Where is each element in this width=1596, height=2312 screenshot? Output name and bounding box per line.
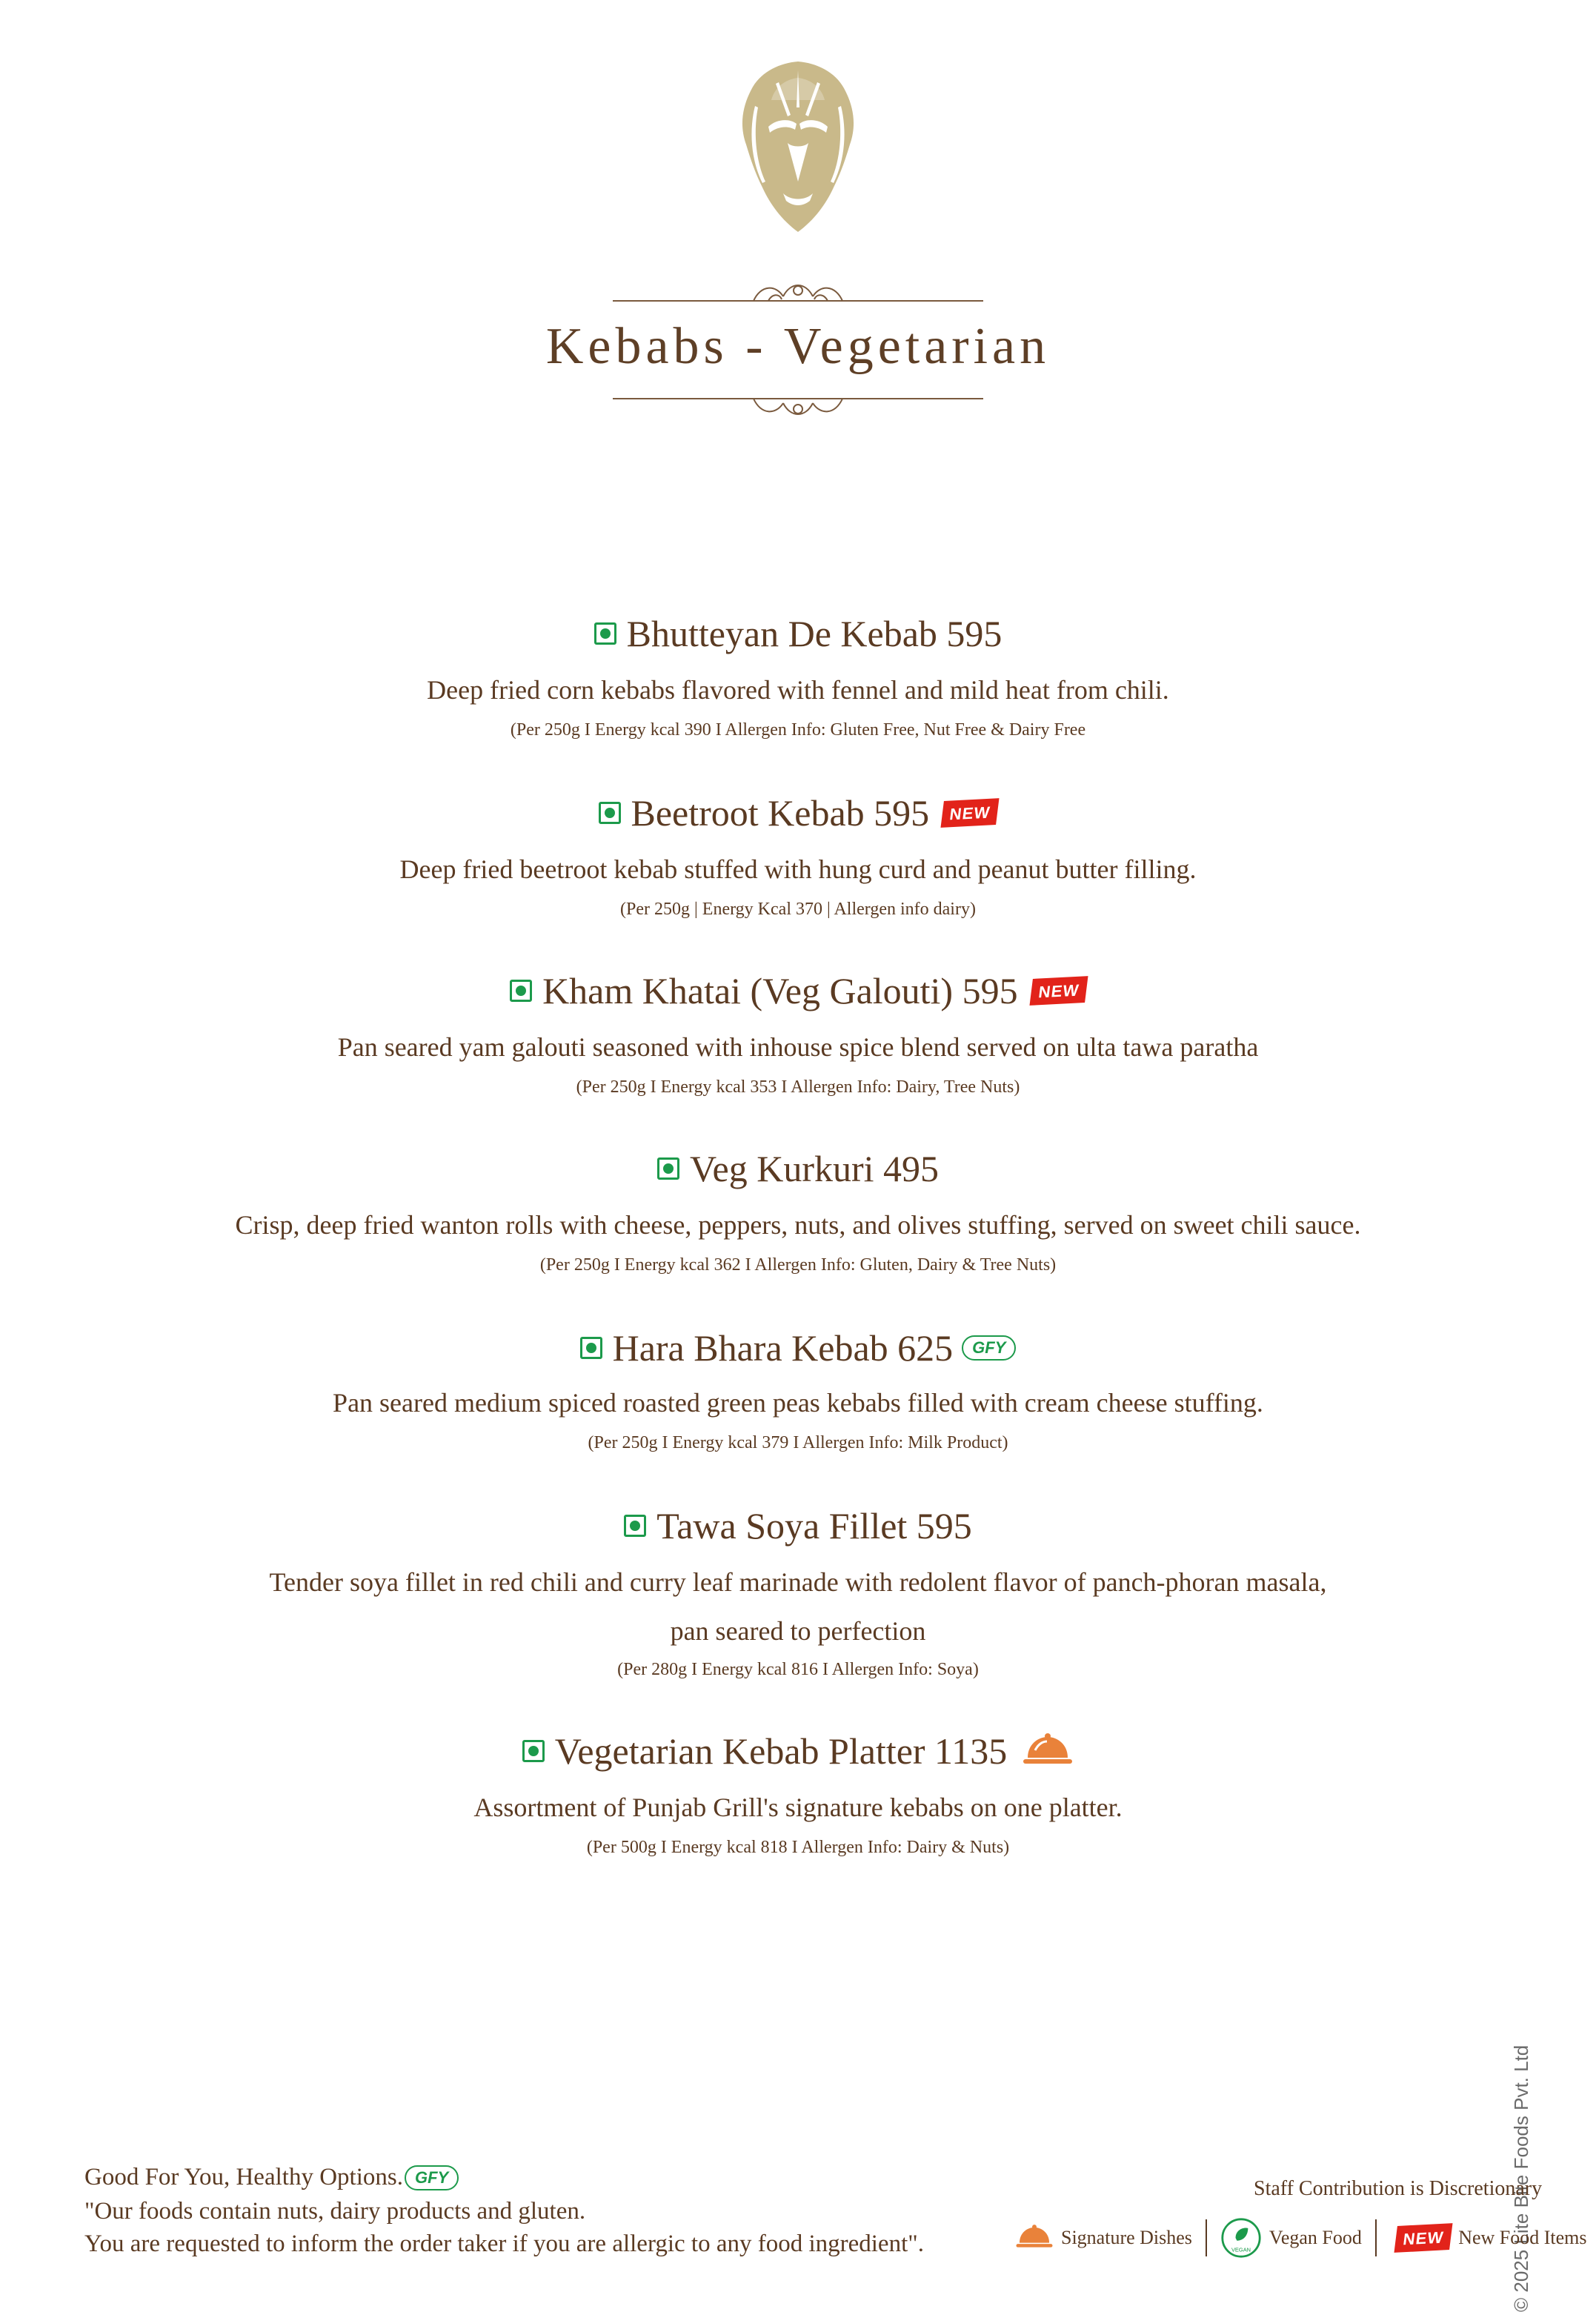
item-name-price: Beetroot Kebab 595 [631,792,930,834]
veg-symbol-icon [594,622,616,645]
legend-new-label: New Food Items [1458,2227,1587,2248]
allergy-note-line1: "Our foods contain nuts, dairy products and gluten. [84,2198,586,2225]
signature-cloche-icon [1015,2223,1054,2253]
flourish-bottom-ornament [613,388,983,422]
allergy-note-line2: You are requested to inform the order taker if you are allergic to any food ingredient". [84,2230,924,2257]
item-name-price: Hara Bhara Kebab 625 [612,1327,954,1369]
page-title: Kebabs - Vegetarian [545,318,1051,375]
gfy-footer-line [84,2164,459,2191]
item-info: (Per 500g I Energy kcal 818 I Allergen Info: Dairy & Nuts) [586,1838,1010,1857]
gfy-badge: GFY [962,1335,1016,1361]
item-info: (Per 250g I Energy kcal 379 I Allergen Info: Milk Product) [588,1433,1008,1452]
gfy-badge: GFY [405,2165,459,2190]
staff-contribution-note: Staff Contribution is Discretionary [1254,2177,1543,2200]
item-info: (Per 250g | Energy Kcal 370 | Allergen info dairy) [620,900,976,919]
legend-signature-label: Signature Dishes [1061,2227,1192,2248]
gfy-footer-text: Good For You, Healthy Options. [84,2164,403,2190]
item-description: Deep fried corn kebabs flavored with fennel and mild heat from chili. [427,675,1169,705]
veg-symbol-icon [510,980,532,1002]
item-description: Crisp, deep fried wanton rolls with cheese, peppers, nuts, and olives stuffing, served on sweet chili sauce. [235,1210,1361,1240]
item-name-price: Kham Khatai (Veg Galouti) 595 [542,970,1018,1012]
item-description: Assortment of Punjab Grill's signature kebabs on one platter. [473,1793,1123,1822]
item-info: (Per 250g I Energy kcal 390 I Allergen Info: Gluten Free, Nut Free & Dairy Free [510,720,1086,740]
legend-divider [1206,2219,1207,2256]
menu-item-title [0,1326,1596,1369]
vegan-leaf-icon [1220,2217,1262,2259]
vegan-icon-text: VEGAN [1231,2246,1251,2253]
menu-item-title [0,791,1596,834]
menu-item-title [0,1147,1596,1190]
veg-symbol-icon [522,1740,545,1762]
copyright-text: © 2025 Lite Bite Foods Pvt. Ltd [1510,2044,1532,2312]
signature-cloche-icon [1022,1733,1074,1770]
item-name-price: Veg Kurkuri 495 [689,1148,940,1189]
new-badge: NEW [1394,2223,1452,2253]
flourish-top-ornament [613,277,983,311]
veg-symbol-icon [657,1157,679,1180]
legend-divider [1375,2219,1377,2256]
item-name-price: Vegetarian Kebab Platter 1135 [554,1730,1008,1772]
veg-symbol-icon [624,1515,646,1537]
lion-head-icon [716,56,880,241]
menu-item-title [0,1730,1596,1773]
veg-symbol-icon [580,1337,602,1359]
item-info: (Per 280g I Energy kcal 816 I Allergen Info: Soya) [617,1660,979,1679]
new-badge: NEW [941,798,1000,828]
item-description: Pan seared yam galouti seasoned with inhouse spice blend served on ulta tawa paratha [337,1032,1259,1062]
item-description: Pan seared medium spiced roasted green peas kebabs filled with cream cheese stuffing. [333,1388,1263,1418]
item-description-line2: pan seared to perfection [670,1616,926,1646]
item-name-price: Bhutteyan De Kebab 595 [626,613,1003,654]
item-description: Tender soya fillet in red chili and curry leaf marinade with redolent flavor of panch-phoran masala, [269,1567,1327,1597]
legend [1015,2217,1587,2259]
menu-item-title [0,969,1596,1012]
menu-item-title [0,1504,1596,1547]
item-description: Deep fried beetroot kebab stuffed with hung curd and peanut butter filling. [399,854,1197,884]
item-info: (Per 250g I Energy kcal 353 I Allergen Info: Dairy, Tree Nuts) [576,1077,1020,1097]
item-name-price: Tawa Soya Fillet 595 [656,1505,972,1547]
new-badge: NEW [1029,976,1088,1006]
legend-vegan-label: Vegan Food [1269,2227,1362,2248]
veg-symbol-icon [599,802,621,824]
item-info: (Per 250g I Energy kcal 362 I Allergen Info: Gluten, Dairy & Tree Nuts) [539,1255,1057,1275]
menu-item-title [0,612,1596,655]
